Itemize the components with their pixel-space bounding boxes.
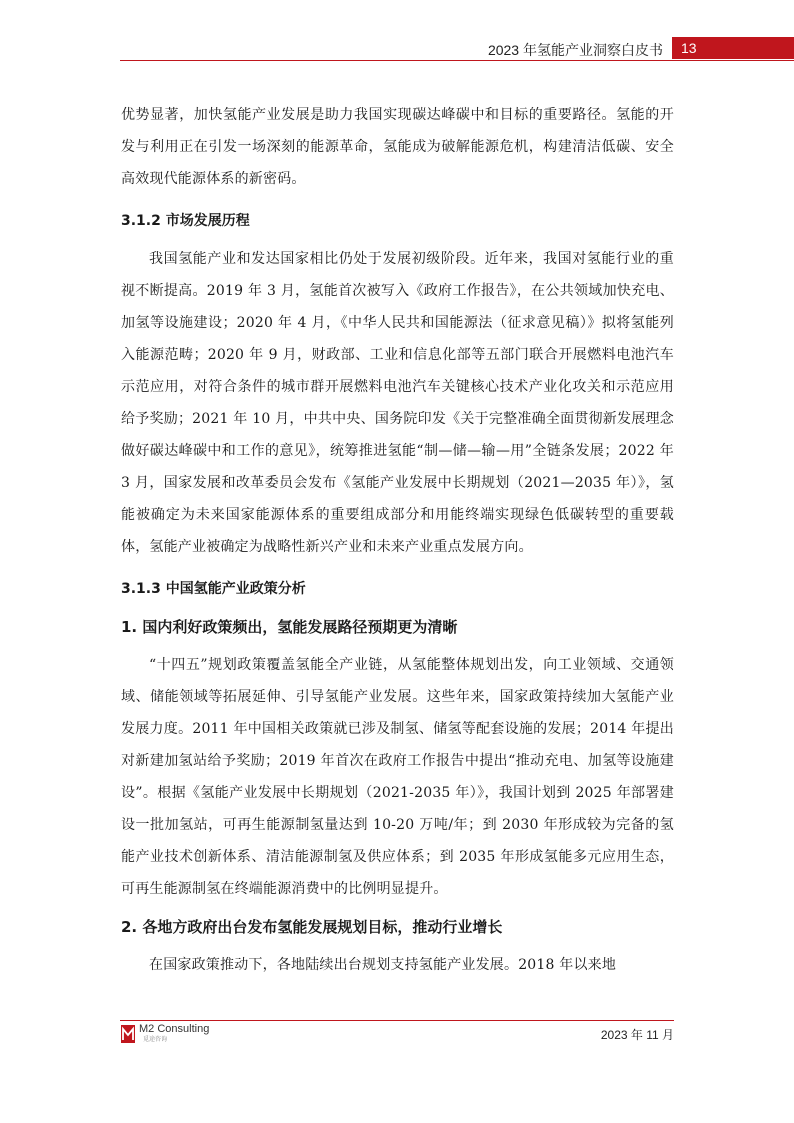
paragraph-intro: 优势显著，加快氢能产业发展是助力我国实现碳达峰碳中和目标的重要路径。氢能的开发与利用正在引发一场深刻的能源革命，氢能成为破解能源危机，构建清洁低碳、安全高效现代能源体系的新密码。 bbox=[121, 107, 674, 187]
logo-icon bbox=[121, 1025, 135, 1043]
page-body bbox=[121, 99, 674, 981]
paragraph-local-policy: 在国家政策推动下，各地陆续出台规划支持氢能产业发展。2018 年以来地 bbox=[149, 957, 617, 973]
footer-divider bbox=[120, 1020, 674, 1021]
company-logo bbox=[121, 1024, 209, 1043]
page-number: 13 bbox=[672, 37, 794, 59]
subheading-1: 1. 国内利好政策频出，氢能发展路径预期更为清晰 bbox=[121, 618, 458, 636]
publication-date: 2023 年 11 月 bbox=[600, 1028, 674, 1042]
paragraph-national-policy: “十四五”规划政策覆盖氢能全产业链，从氢能整体规划出发，向工业领域、交通领域、储能领域等拓展延伸、引导氢能产业发展。这些年来，国家政策持续加大氢能产业发展力度。2011 年中国相关政策就已涉及制氢、储氢等配套设施的发展；2014 年提出对新建加氢站给予奖励；2019 年首次在政府工作报告中提出“推动充电、加氢等设施建设”。根据《氢能产业发展中长期规划（2021-2035 年）》，我国计划到 2025 年部署建设一批加氢站，可再生能源制氢量达到 10-20 万吨/年；到 2030 年形成较为完备的氢能产业技术创新体系、清洁能源制氢及供应体系；到 2035 年形成氢能多元应用生态，可再生能源制氢在终端能源消费中的比例明显提升。 bbox=[121, 657, 674, 897]
paragraph-market-history: 我国氢能产业和发达国家相比仍处于发展初级阶段。近年来，我国对氢能行业的重视不断提高。2019 年 3 月，氢能首次被写入《政府工作报告》，在公共领域加快充电、加氢等设施建设；2020 年 4 月，《中华人民共和国能源法（征求意见稿）》拟将氢能列入能源范畴；2020 年 9 月，财政部、工业和信息化部等五部门联合开展燃料电池汽车示范应用，对符合条件的城市群开展燃料电池汽车关键核心技术产业化攻关和示范应用给予奖励；2021 年 10 月，中共中央、国务院印发《关于完整准确全面贯彻新发展理念做好碳达峰碳中和工作的意见》，统筹推进氢能“制—储—输—用”全链条发展；2022 年 3 月，国家发展和改革委员会发布《氢能产业发展中长期规划（2021—2035 年）》，氢能被确定为未来国家能源体系的重要组成部分和用能终端实现绿色低碳转型的重要载体，氢能产业被确定为战略性新兴产业和未来产业重点发展方向。 bbox=[121, 251, 674, 555]
header-divider bbox=[120, 60, 794, 61]
section-heading-3-1-3: 3.1.3 中国氢能产业政策分析 bbox=[121, 581, 306, 597]
subheading-2: 2. 各地方政府出台发布氢能发展规划目标，推动行业增长 bbox=[121, 918, 503, 936]
logo-subtitle: 觅途咨询 bbox=[143, 1036, 168, 1043]
logo-name: M2 Consulting bbox=[139, 1023, 210, 1035]
section-heading-3-1-2: 3.1.2 市场发展历程 bbox=[121, 213, 250, 229]
document-title: 2023 年氢能产业洞察白皮书 bbox=[487, 42, 663, 58]
